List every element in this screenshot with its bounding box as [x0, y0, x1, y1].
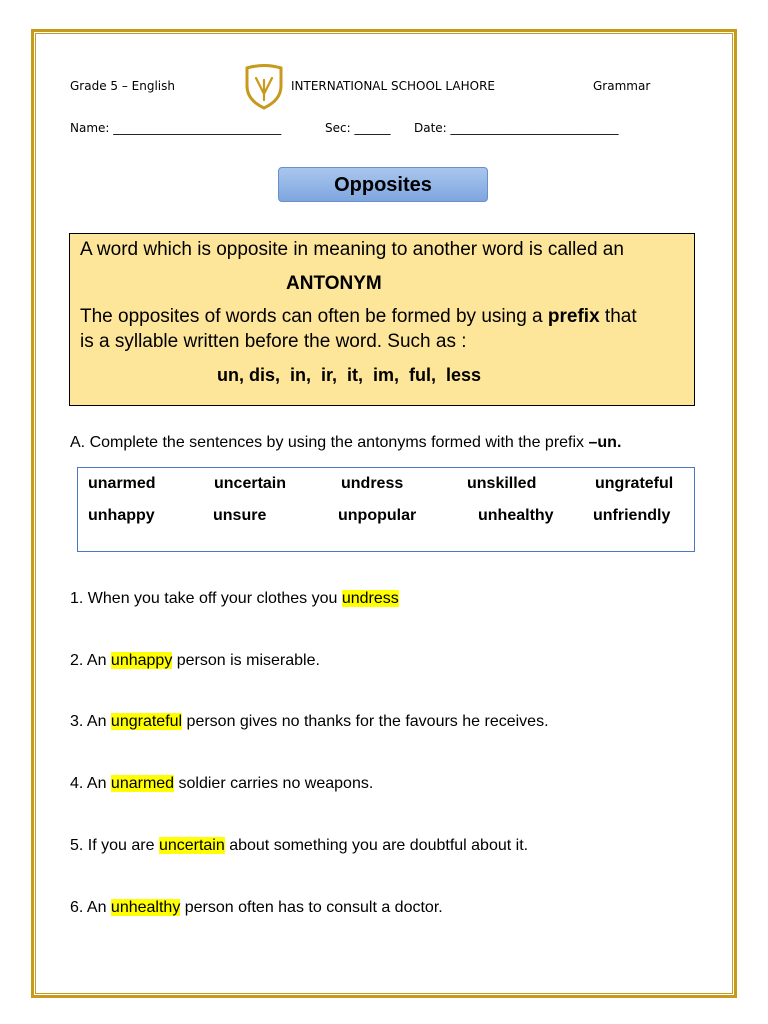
- prefix-keyword: prefix: [547, 306, 600, 327]
- answer-highlight: unhappy: [110, 652, 173, 669]
- sentence-6: [70, 899, 443, 917]
- word-bank-item: unsure: [213, 507, 267, 524]
- sentence-text: person often has to consult a doctor.: [180, 899, 443, 916]
- grade-label: Grade 5 – English: [70, 79, 175, 93]
- answer-highlight: unarmed: [110, 775, 175, 792]
- sentence-text: 1. When you take off your clothes you: [70, 590, 342, 607]
- sentence-text: 6. An: [70, 899, 111, 916]
- word-bank-item: unhappy: [88, 507, 155, 524]
- definition-line-2: [80, 306, 637, 328]
- prefix-list: un, dis, in, ir, it, im, ful, less: [217, 365, 482, 385]
- word-bank-item: unpopular: [338, 507, 417, 524]
- sentence-text: 4. An: [70, 775, 111, 792]
- name-field: Name: ____________________________: [70, 121, 282, 135]
- answer-highlight: ungrateful: [110, 713, 183, 730]
- sentence-1: [70, 590, 399, 608]
- sentence-text: 5. If you are: [70, 837, 159, 854]
- definition-line-1: A word which is opposite in meaning to another word is called an: [80, 239, 624, 260]
- definition-line-2-text: The opposites of words can often be formed by using a: [80, 306, 548, 327]
- word-bank-item: unarmed: [88, 475, 156, 492]
- subject-label: Grammar: [593, 79, 651, 93]
- answer-highlight: unhealthy: [110, 899, 181, 916]
- sentence-5: [70, 837, 528, 855]
- word-bank-item: unhealthy: [478, 507, 554, 524]
- word-bank-item: unskilled: [467, 475, 537, 492]
- school-name: INTERNATIONAL SCHOOL LAHORE: [291, 79, 495, 93]
- sentence-text: person gives no thanks for the favours he receives.: [182, 713, 549, 730]
- sentence-2: [70, 652, 320, 670]
- instruction-text: A. Complete the sentences by using the antonyms formed with the prefix: [70, 434, 589, 451]
- exercise-a-instruction: [70, 434, 621, 452]
- word-bank: [77, 467, 695, 552]
- sentence-3: [70, 713, 549, 731]
- date-field: Date: ____________________________: [414, 121, 619, 135]
- definition-term: ANTONYM: [286, 273, 382, 294]
- word-bank-item: ungrateful: [595, 475, 674, 492]
- answer-highlight: uncertain: [158, 837, 225, 854]
- word-bank-item: unfriendly: [593, 507, 671, 524]
- word-bank-item: undress: [341, 475, 404, 492]
- word-bank-item: uncertain: [214, 475, 287, 492]
- answer-highlight: undress: [341, 590, 399, 607]
- sentence-text: person is miserable.: [172, 652, 320, 669]
- definition-box: [69, 233, 695, 406]
- page-title: Opposites: [278, 167, 488, 202]
- sentence-text: about something you are doubtful about it.: [224, 837, 529, 854]
- definition-line-3: is a syllable written before the word. Such as :: [80, 331, 467, 352]
- sentence-text: 3. An: [70, 713, 111, 730]
- sentence-4: [70, 775, 373, 793]
- instruction-prefix: –un.: [588, 434, 622, 451]
- section-field: Sec: ______: [325, 121, 391, 135]
- school-crest-icon: [244, 64, 284, 110]
- definition-line-2-end: that: [599, 306, 637, 327]
- sentence-text: soldier carries no weapons.: [174, 775, 374, 792]
- sentence-text: 2. An: [70, 652, 111, 669]
